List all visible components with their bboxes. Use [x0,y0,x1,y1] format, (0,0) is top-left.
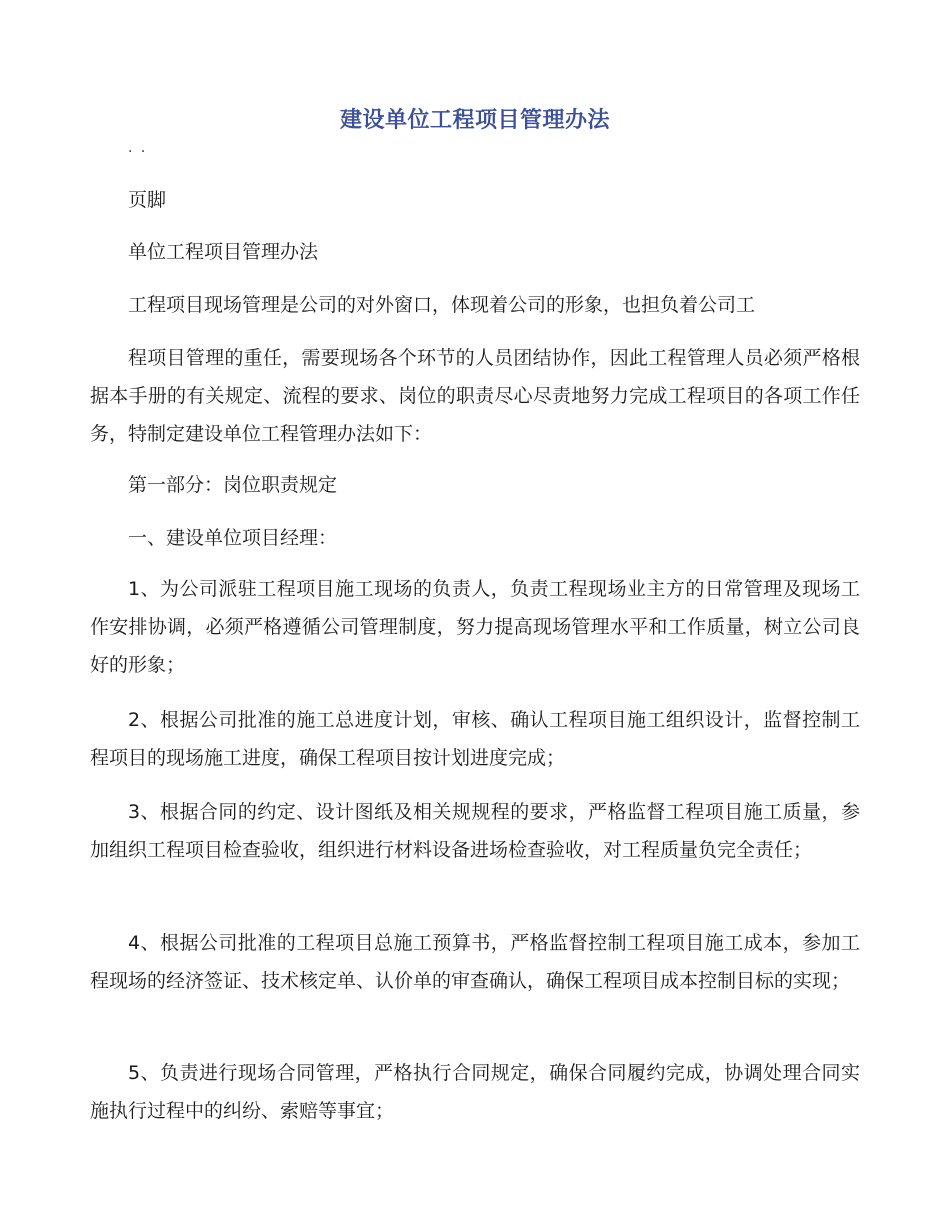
document-title: 建设单位工程项目管理办法 [339,108,610,133]
list-item: 1、为公司派驻工程项目施工现场的负责人，负责工程现场业主方的日常管理及现场工作安排协调，必须严格遵循公司管理制度，努力提高现场管理水平和工作质量，树立公司良好的形象； [90,578,860,676]
intro-line: 工程项目现场管理是公司的对外窗口，体现着公司的形象，也担负着公司工 [128,294,756,316]
section-heading: 一、建设单位项目经理： [128,527,338,549]
intro-paragraph: 程项目管理的重任，需要现场各个环节的人员团结协作，因此工程管理人员必须严格根据本手册的有关规定、流程的要求、岗位的职责尽心尽责地努力完成工程项目的各项工作任务，特制定建设单位工程管理办法如下： [90,347,860,445]
header-dots: . . [128,140,148,156]
list-item: 4、根据公司批准的工程项目总施工预算书，严格监督控制工程项目施工成本，参加工程现场的经济签证、技术核定单、认价单的审查确认，确保工程项目成本控制目标的实现； [90,932,860,992]
list-item: 2、根据公司批准的施工总进度计划，审核、确认工程项目施工组织设计，监督控制工程项目的现场施工进度，确保工程项目按计划进度完成； [90,709,860,769]
document-subtitle: 单位工程项目管理办法 [128,241,319,263]
list-item: 3、根据合同的约定、设计图纸及相关规规程的要求，严格监督工程项目施工质量，参加组织工程项目检查验收，组织进行材料设备进场检查验收，对工程质量负完全责任； [90,801,860,861]
list-item: 5、负责进行现场合同管理，严格执行合同规定，确保合同履约完成，协调处理合同实施执行过程中的纠纷、索赔等事宜； [90,1062,860,1122]
part-heading: 第一部分：岗位职责规定 [128,474,338,496]
footer-label: 页脚 [128,189,167,211]
